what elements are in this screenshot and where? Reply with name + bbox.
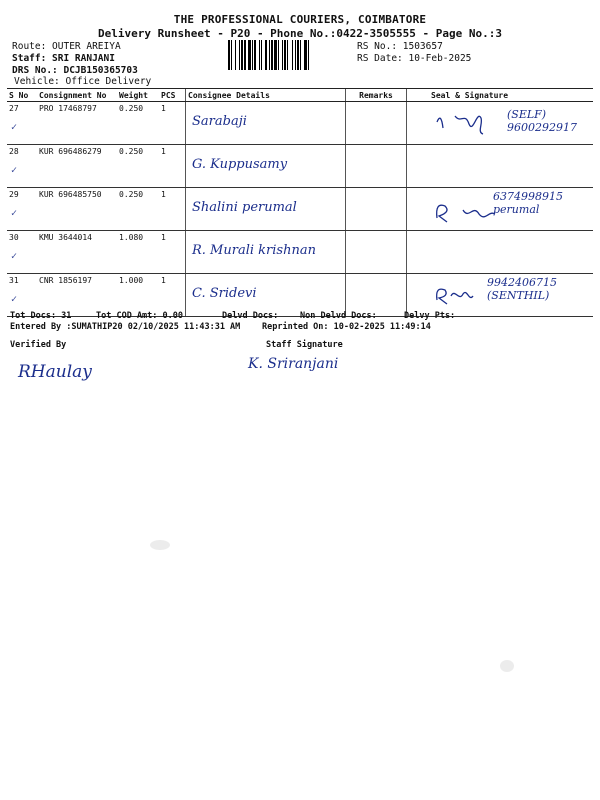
cell-pcs: 1 (159, 145, 186, 188)
consignee-handwriting: Sarabaji (192, 114, 247, 129)
cell-consignment: KUR 696486279 (37, 145, 117, 188)
cell-pcs: 1 (159, 102, 186, 145)
delivery-table (7, 88, 593, 317)
table-row (7, 231, 593, 274)
staff-signature: K. Sriranjani (248, 356, 339, 372)
cell-sno (7, 188, 37, 231)
barcode-bar (309, 40, 311, 70)
route-label: Route: OUTER AREIYA (12, 41, 121, 52)
cell-consignment: PRO 17468797 (37, 102, 117, 145)
consignee-handwriting: G. Kuppusamy (192, 157, 288, 172)
cell-consignment: CNR 1856197 (37, 274, 117, 317)
tick-mark: ✓ (11, 294, 18, 305)
entered-by: Entered By :SUMATHIP20 02/10/2025 11:43:31 AM (10, 322, 241, 332)
scan-smudge (500, 660, 514, 672)
rs-date: RS Date: 10-Feb-2025 (357, 53, 472, 64)
delivery-points: Delvy Pts: (404, 311, 456, 321)
seal-handwriting: (SELF) 9600292917 (507, 108, 577, 134)
delivered-docs: Delvd Docs: (222, 311, 279, 321)
cell-weight: 0.250 (117, 102, 159, 145)
consignee-handwriting: Shalini perumal (192, 200, 297, 215)
cell-remarks (346, 231, 407, 274)
cell-remarks (346, 102, 407, 145)
non-delivered-docs: Non Delvd Docs: (300, 311, 377, 321)
page-subtitle: Delivery Runsheet - P20 - Phone No.:0422-3505555 - Page No.:3 (98, 27, 502, 40)
tick-mark: ✓ (11, 165, 18, 176)
cell-weight: 1.080 (117, 231, 159, 274)
table-header-row (7, 89, 593, 102)
consignee-handwriting: R. Murali krishnan (192, 243, 316, 258)
col-header-consignee: Consignee Details (186, 89, 346, 102)
cell-consignee (186, 188, 346, 231)
cell-sno (7, 102, 37, 145)
vehicle-label: Vehicle: Office Delivery (14, 76, 152, 87)
table-row (7, 145, 593, 188)
cell-pcs: 1 (159, 188, 186, 231)
verified-signature: RHaulay (18, 362, 92, 382)
cell-sno (7, 145, 37, 188)
table-row (7, 188, 593, 231)
consignee-handwriting: C. Sridevi (192, 286, 257, 301)
drs-number: DRS No.: DCJB150365703 (12, 65, 138, 76)
staff-label: Staff: SRI RANJANI (12, 53, 115, 64)
total-cod-amount: Tot COD Amt: 0.00 (96, 311, 183, 321)
cell-remarks (346, 188, 407, 231)
scan-smudge (150, 540, 170, 550)
col-header-sno: S No (7, 89, 37, 102)
sno-value: 30 (9, 233, 19, 242)
cell-weight: 1.000 (117, 274, 159, 317)
barcode (228, 40, 350, 70)
col-header-seal: Seal & Signature (407, 89, 594, 102)
col-header-consignment: Consignment No (37, 89, 117, 102)
cell-remarks (346, 145, 407, 188)
cell-seal (407, 231, 594, 274)
col-header-weight: Weight (117, 89, 159, 102)
total-docs: Tot Docs: 31 (10, 311, 72, 321)
tick-mark: ✓ (11, 122, 18, 133)
cell-seal (407, 145, 594, 188)
cell-consignment: KMU 3644014 (37, 231, 117, 274)
tick-mark: ✓ (11, 251, 18, 262)
seal-handwriting: 9942406715 (SENTHIL) (487, 276, 557, 302)
sno-value: 29 (9, 190, 19, 199)
cell-consignee (186, 102, 346, 145)
cell-pcs: 1 (159, 231, 186, 274)
col-header-remarks: Remarks (346, 89, 407, 102)
cell-weight: 0.250 (117, 188, 159, 231)
tick-mark: ✓ (11, 208, 18, 219)
cell-consignment: KUR 696485750 (37, 188, 117, 231)
staff-signature-label: Staff Signature (266, 340, 343, 350)
cell-seal (407, 188, 594, 231)
page-title: THE PROFESSIONAL COURIERS, COIMBATORE (173, 13, 427, 26)
cell-sno (7, 231, 37, 274)
cell-consignee (186, 145, 346, 188)
seal-handwriting: 6374998915 perumal (493, 190, 563, 216)
reprinted-on: Reprinted On: 10-02-2025 11:49:14 (262, 322, 431, 332)
cell-pcs: 1 (159, 274, 186, 317)
rs-number: RS No.: 1503657 (357, 41, 443, 52)
cell-seal (407, 102, 594, 145)
sno-value: 31 (9, 276, 19, 285)
sno-value: 27 (9, 104, 19, 113)
col-header-pcs: PCS (159, 89, 186, 102)
sno-value: 28 (9, 147, 19, 156)
cell-consignee (186, 231, 346, 274)
table-row (7, 102, 593, 145)
cell-weight: 0.250 (117, 145, 159, 188)
verified-by-label: Verified By (10, 340, 67, 350)
